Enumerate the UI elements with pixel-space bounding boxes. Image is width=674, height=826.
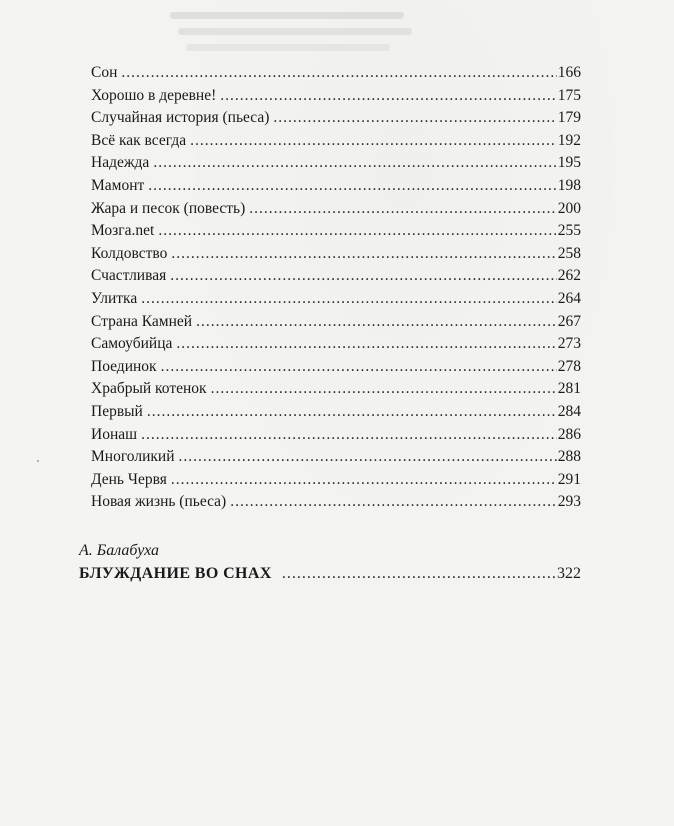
show-through-text xyxy=(168,6,412,60)
leader-dots xyxy=(211,378,557,401)
toc-entry-page-number: 264 xyxy=(557,289,581,307)
toc-entry-page-number: 255 xyxy=(557,222,581,240)
toc-entry xyxy=(91,265,581,288)
toc-entry-title: Первый xyxy=(91,402,143,420)
toc-entry xyxy=(91,198,581,221)
toc-entry-title: День Червя xyxy=(91,470,167,488)
toc-entry-title: Случайная история (пьеса) xyxy=(91,109,270,127)
leader-dots xyxy=(148,175,556,198)
leader-dots xyxy=(158,220,556,243)
leader-dots xyxy=(141,288,557,311)
toc-entry-page-number: 288 xyxy=(557,448,581,466)
leader-dots xyxy=(170,265,557,288)
toc-entry-title: Счастливая xyxy=(91,267,167,285)
leader-dots xyxy=(141,424,557,447)
toc-entry xyxy=(91,311,581,334)
leader-dots xyxy=(220,85,556,108)
toc-entry xyxy=(91,469,581,492)
toc-entry xyxy=(91,62,581,85)
toc-entry xyxy=(91,424,581,447)
leader-dots xyxy=(161,356,557,379)
toc-entry-page-number: 198 xyxy=(557,176,581,194)
toc-entry-page-number: 195 xyxy=(557,154,581,172)
toc-entry xyxy=(91,356,581,379)
toc-entry xyxy=(91,243,581,266)
toc-entry-page-number: 291 xyxy=(557,470,581,488)
toc-entry-page-number: 267 xyxy=(557,312,581,330)
toc-entry-title: Сон xyxy=(91,64,118,81)
leader-dots xyxy=(196,311,557,334)
toc-entry-page-number: 278 xyxy=(557,357,581,375)
toc-entry xyxy=(91,152,581,175)
leader-dots xyxy=(121,62,556,85)
toc-entry xyxy=(91,378,581,401)
toc-entry xyxy=(91,107,581,130)
toc-entry-page-number: 192 xyxy=(557,131,581,149)
toc-entry-page-number: 293 xyxy=(557,493,581,511)
toc-entry-page-number: 258 xyxy=(557,244,581,262)
toc-entry-page-number: 273 xyxy=(557,335,581,353)
leader-dots xyxy=(179,446,557,469)
leader-dots xyxy=(147,401,557,424)
toc-entry-title: Улитка xyxy=(91,289,138,307)
toc-entry xyxy=(91,220,581,243)
leader-dots xyxy=(273,107,556,130)
toc-entry-title: Хорошо в деревне! xyxy=(91,86,217,104)
leader-dots xyxy=(171,243,556,266)
toc-entry-page-number: 200 xyxy=(557,199,581,217)
toc-entry-page-number: 286 xyxy=(557,425,581,443)
toc-entry xyxy=(91,85,581,108)
toc-entry-page-number: 179 xyxy=(557,109,581,127)
toc-entry-title: Страна Камней xyxy=(91,312,193,330)
toc-entry-page-number: 262 xyxy=(557,267,581,285)
toc-entry-title: Мамонт xyxy=(91,176,145,194)
toc-entry-title: Храбрый котенок xyxy=(91,380,207,398)
toc-entry-title: Поединок xyxy=(91,357,157,375)
section-author: А. Балабуха xyxy=(79,542,159,559)
leader-dots xyxy=(230,491,557,514)
toc-entry-page-number: 284 xyxy=(557,402,581,420)
toc-entry xyxy=(91,130,581,153)
toc-section xyxy=(79,540,581,586)
toc-entry xyxy=(91,401,581,424)
toc-entry-title: Самоубийца xyxy=(91,335,173,353)
leader-dots xyxy=(176,333,556,356)
toc-entry-page-number: 166 xyxy=(557,64,581,81)
toc-entry-page-number: 281 xyxy=(557,380,581,398)
toc-entry-title: Мозга.net xyxy=(91,222,155,240)
toc-entry xyxy=(91,446,581,469)
toc-entry-title: Многоликий xyxy=(91,448,175,466)
toc-entry-page-number: 175 xyxy=(557,86,581,104)
section-title: БЛУЖДАНИЕ ВО СНАХ xyxy=(79,565,272,582)
toc-entry xyxy=(91,333,581,356)
leader-dots xyxy=(282,562,556,586)
toc-entry-title: Жара и песок (повесть) xyxy=(91,199,246,217)
leader-dots xyxy=(249,198,557,221)
leader-dots xyxy=(190,130,557,153)
toc-entry xyxy=(91,175,581,198)
leader-dots xyxy=(171,469,557,492)
toc-entry-title: Ионаш xyxy=(91,425,138,443)
toc-entry-title: Колдовство xyxy=(91,244,168,262)
paper-speck xyxy=(37,460,39,462)
toc-entry xyxy=(91,491,581,514)
section-page-number: 322 xyxy=(557,565,581,582)
table-of-contents xyxy=(91,62,581,514)
toc-entry-title: Всё как всегда xyxy=(91,131,187,149)
leader-dots xyxy=(153,152,556,175)
toc-entry-title: Надежда xyxy=(91,154,150,172)
section-entry xyxy=(79,562,581,586)
toc-entry-title: Новая жизнь (пьеса) xyxy=(91,493,227,511)
toc-entry xyxy=(91,288,581,311)
